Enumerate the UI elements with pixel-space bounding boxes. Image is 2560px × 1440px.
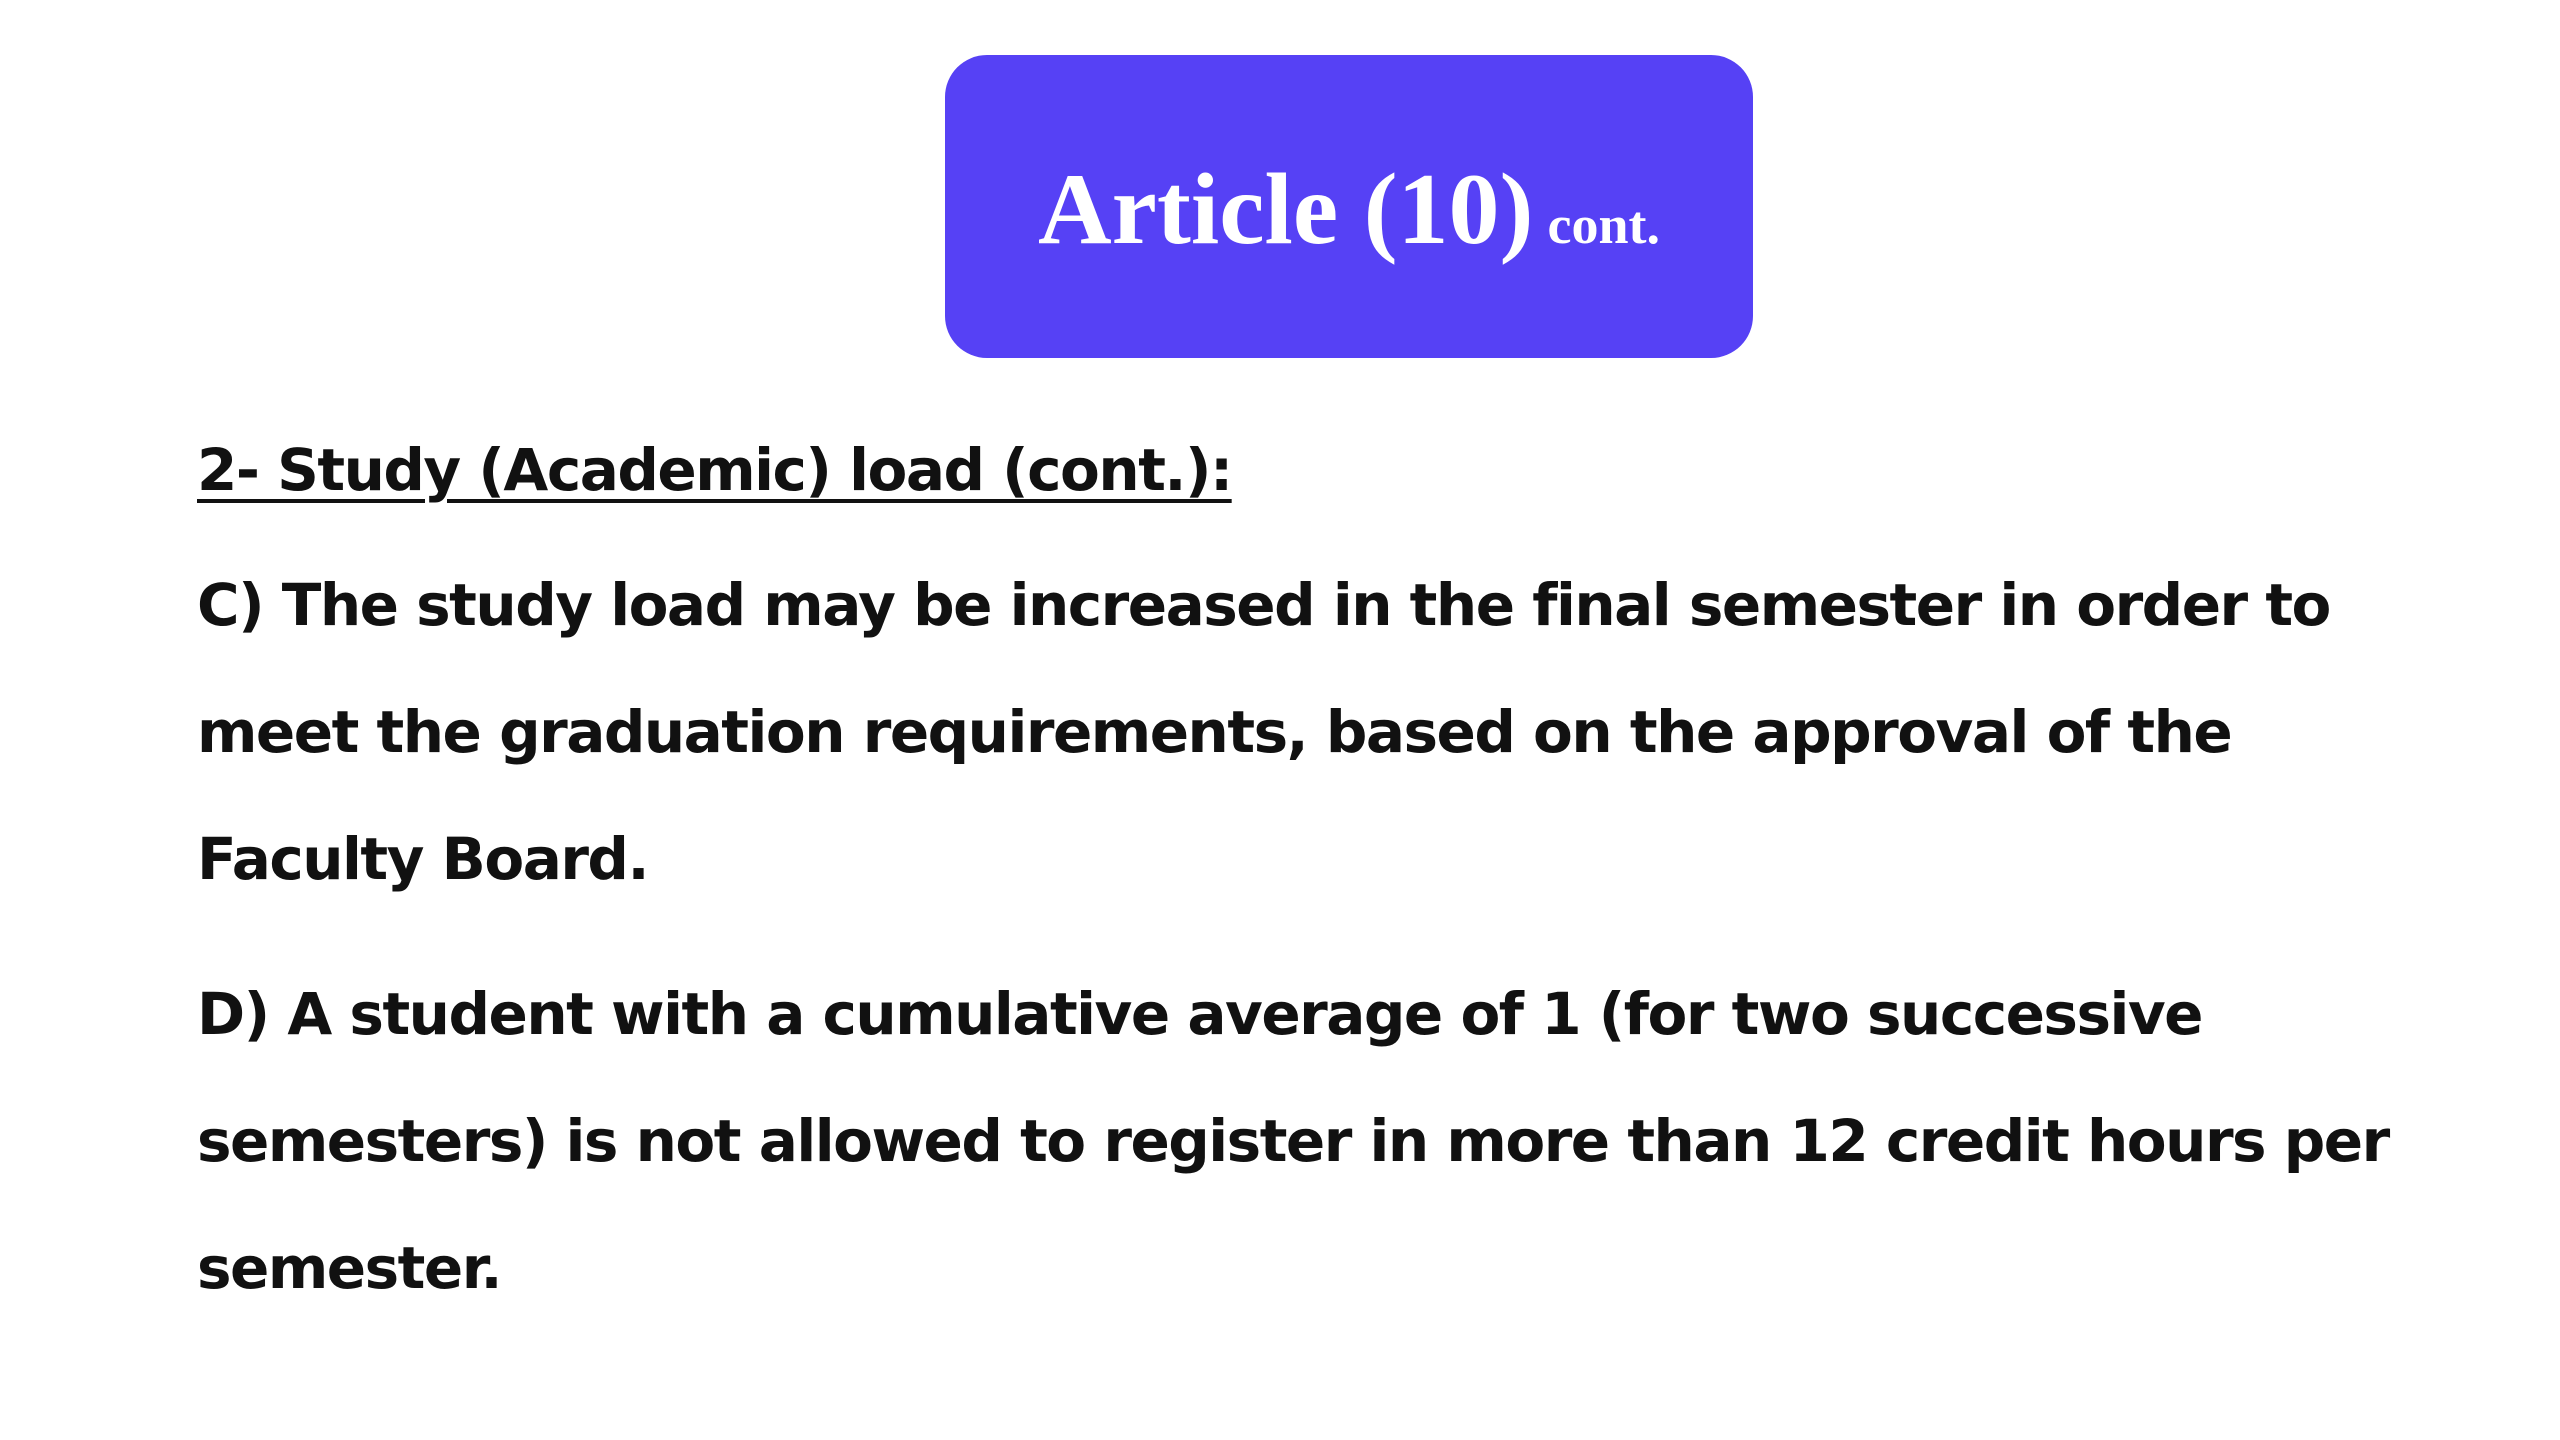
paragraph-c-line-2: meet the graduation requirements, based on the approval of the <box>197 698 2232 766</box>
section-heading: 2- Study (Academic) load (cont.): <box>197 436 1232 504</box>
paragraph-d-line-1: D) A student with a cumulative average of 1 (for two successive <box>197 980 2202 1048</box>
paragraph-d-line-2: semesters) is not allowed to register in more than 12 credit hours per <box>197 1107 2389 1175</box>
title-main-text: Article (10) <box>1037 152 1534 266</box>
title-banner <box>945 55 1753 358</box>
paragraph-c <box>197 542 2437 923</box>
slide-title <box>1037 152 1661 266</box>
paragraph-c-line-1: C) The study load may be increased in the final semester in order to <box>197 571 2330 639</box>
paragraph-c-line-3: Faculty Board. <box>197 825 648 893</box>
title-suffix-text: cont. <box>1547 194 1661 255</box>
slide-content <box>197 420 2437 1332</box>
paragraph-d-line-3: semester. <box>197 1234 502 1302</box>
paragraph-d <box>197 951 2437 1332</box>
